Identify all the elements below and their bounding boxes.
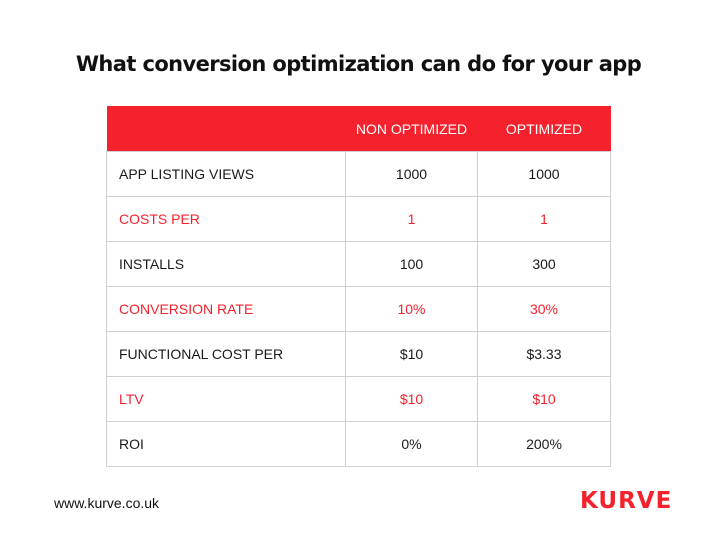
page-title: What conversion optimization can do for your app [75, 52, 642, 76]
optimized-value-cell: 300 [478, 242, 611, 287]
optimized-value-cell: 30% [478, 287, 611, 332]
table-row [107, 152, 611, 197]
optimized-value-cell: $3.33 [478, 332, 611, 377]
row-label-cell: COSTS PER [107, 197, 346, 242]
header-cell-non-optimized: NON OPTIMIZED [346, 106, 478, 152]
table-row [107, 422, 611, 467]
non-optimized-value-cell: $10 [346, 332, 478, 377]
non-optimized-value-cell: $10 [346, 377, 478, 422]
optimized-value-cell: 1 [478, 197, 611, 242]
header-cell-optimized: OPTIMIZED [478, 106, 611, 152]
header-cell-empty [107, 106, 346, 152]
optimized-value-cell: 200% [478, 422, 611, 467]
table-body [107, 152, 611, 467]
table-header-row [107, 106, 611, 152]
non-optimized-value-cell: 1000 [346, 152, 478, 197]
non-optimized-value-cell: 1 [346, 197, 478, 242]
optimized-value-cell: 1000 [478, 152, 611, 197]
footer-url: www.kurve.co.uk [54, 495, 160, 511]
table-row [107, 287, 611, 332]
non-optimized-value-cell: 100 [346, 242, 478, 287]
table-row [107, 242, 611, 287]
kurve-logo: KURVE [580, 488, 673, 514]
row-label-cell: LTV [107, 377, 346, 422]
comparison-table [106, 106, 611, 467]
non-optimized-value-cell: 0% [346, 422, 478, 467]
optimized-value-cell: $10 [478, 377, 611, 422]
row-label-cell: FUNCTIONAL COST PER [107, 332, 346, 377]
row-label-cell: APP LISTING VIEWS [107, 152, 346, 197]
table-row [107, 197, 611, 242]
non-optimized-value-cell: 10% [346, 287, 478, 332]
row-label-cell: INSTALLS [107, 242, 346, 287]
row-label-cell: CONVERSION RATE [107, 287, 346, 332]
table-row [107, 332, 611, 377]
table-row [107, 377, 611, 422]
row-label-cell: ROI [107, 422, 346, 467]
